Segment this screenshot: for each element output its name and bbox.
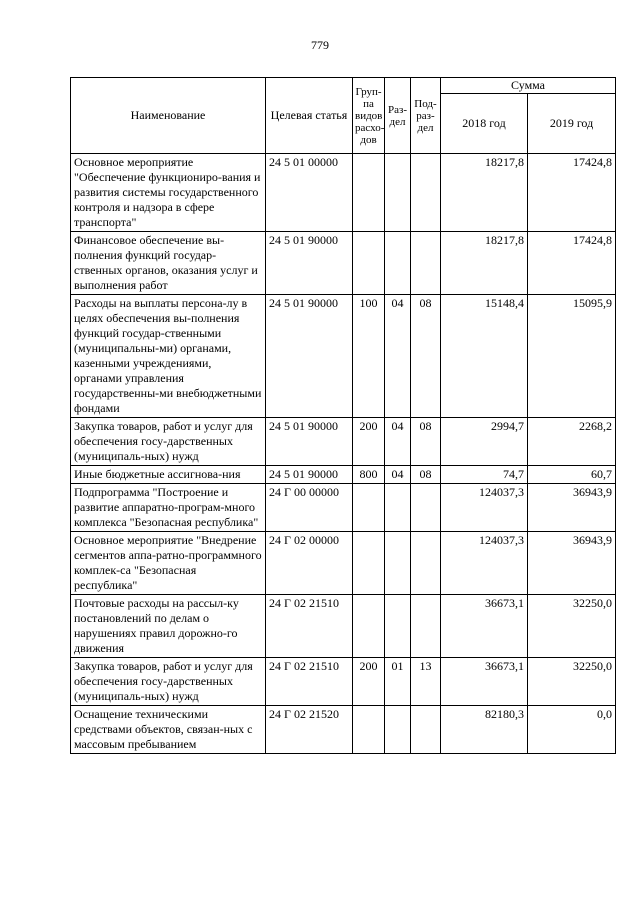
row-section: 04 xyxy=(385,295,411,418)
row-sum-2019: 32250,0 xyxy=(528,658,616,706)
row-name: Расходы на выплаты персона-лу в целях обеспечения вы-полнения функций государ-ственными (муниципальны-ми) органами, казенными учреждениями, органами управления государственны-ми внебюджетными фондами xyxy=(71,295,266,418)
row-sum-2018: 124037,3 xyxy=(441,484,528,532)
row-section: 04 xyxy=(385,466,411,484)
table-row xyxy=(71,706,616,754)
row-target-code: 24 Г 02 00000 xyxy=(266,532,353,595)
table-row xyxy=(71,595,616,658)
header-2019: 2019 год xyxy=(528,94,616,154)
row-group xyxy=(353,232,385,295)
row-group: 200 xyxy=(353,658,385,706)
table-row xyxy=(71,466,616,484)
table-row xyxy=(71,658,616,706)
page-number: 779 xyxy=(311,38,329,52)
row-sum-2019: 17424,8 xyxy=(528,154,616,232)
header-target: Целевая статья xyxy=(266,78,353,154)
row-section xyxy=(385,595,411,658)
row-target-code: 24 5 01 90000 xyxy=(266,418,353,466)
row-section: 01 xyxy=(385,658,411,706)
row-group xyxy=(353,706,385,754)
row-sum-2018: 2994,7 xyxy=(441,418,528,466)
header-sum: Сумма xyxy=(441,78,616,94)
row-section xyxy=(385,484,411,532)
row-group: 100 xyxy=(353,295,385,418)
table-row xyxy=(71,484,616,532)
row-group xyxy=(353,595,385,658)
row-sum-2018: 124037,3 xyxy=(441,532,528,595)
row-sum-2019: 17424,8 xyxy=(528,232,616,295)
row-group xyxy=(353,532,385,595)
row-group xyxy=(353,154,385,232)
row-sum-2018: 36673,1 xyxy=(441,595,528,658)
row-subsection xyxy=(411,232,441,295)
row-subsection: 08 xyxy=(411,466,441,484)
row-name: Закупка товаров, работ и услуг для обеспечения госу-дарственных (муниципаль-ных) нужд xyxy=(71,658,266,706)
row-target-code: 24 5 01 90000 xyxy=(266,232,353,295)
row-sum-2019: 32250,0 xyxy=(528,595,616,658)
header-name: Наименование xyxy=(71,78,266,154)
header-subsection: Под-раз-дел xyxy=(411,78,441,154)
row-section xyxy=(385,232,411,295)
row-target-code: 24 Г 02 21520 xyxy=(266,706,353,754)
row-sum-2018: 36673,1 xyxy=(441,658,528,706)
row-section xyxy=(385,154,411,232)
row-subsection xyxy=(411,484,441,532)
row-sum-2019: 36943,9 xyxy=(528,532,616,595)
row-target-code: 24 Г 02 21510 xyxy=(266,658,353,706)
row-name: Основное мероприятие "Внедрение сегментов аппа-ратно-программного комплек-са "Безопасная республика" xyxy=(71,532,266,595)
row-sum-2019: 15095,9 xyxy=(528,295,616,418)
row-target-code: 24 5 01 90000 xyxy=(266,295,353,418)
row-target-code: 24 Г 00 00000 xyxy=(266,484,353,532)
table-row xyxy=(71,154,616,232)
row-sum-2019: 36943,9 xyxy=(528,484,616,532)
header-2018: 2018 год xyxy=(441,94,528,154)
row-target-code: 24 5 01 00000 xyxy=(266,154,353,232)
row-sum-2019: 2268,2 xyxy=(528,418,616,466)
row-sum-2019: 60,7 xyxy=(528,466,616,484)
row-name: Оснащение техническими средствами объектов, связан-ных с массовым пребыванием xyxy=(71,706,266,754)
row-subsection xyxy=(411,706,441,754)
row-sum-2018: 15148,4 xyxy=(441,295,528,418)
row-sum-2018: 18217,8 xyxy=(441,232,528,295)
row-subsection: 13 xyxy=(411,658,441,706)
row-name: Финансовое обеспечение вы-полнения функций государ-ственных органов, оказания услуг и выполнения работ xyxy=(71,232,266,295)
row-section xyxy=(385,706,411,754)
table-row xyxy=(71,418,616,466)
header-section: Раз-дел xyxy=(385,78,411,154)
row-sum-2019: 0,0 xyxy=(528,706,616,754)
row-group xyxy=(353,484,385,532)
row-section: 04 xyxy=(385,418,411,466)
header-group: Груп-па видов расхо-дов xyxy=(353,78,385,154)
row-subsection xyxy=(411,595,441,658)
table-row xyxy=(71,532,616,595)
row-subsection: 08 xyxy=(411,418,441,466)
row-name: Подпрограмма "Построение и развитие аппаратно-програм-много комплекса "Безопасная республика" xyxy=(71,484,266,532)
row-group: 200 xyxy=(353,418,385,466)
budget-table xyxy=(70,77,616,754)
row-name: Основное мероприятие "Обеспечение функциониро-вания и развития системы государственного контроля и надзора в сфере транспорта" xyxy=(71,154,266,232)
row-sum-2018: 82180,3 xyxy=(441,706,528,754)
row-name: Закупка товаров, работ и услуг для обеспечения госу-дарственных (муниципаль-ных) нужд xyxy=(71,418,266,466)
row-sum-2018: 18217,8 xyxy=(441,154,528,232)
row-group: 800 xyxy=(353,466,385,484)
row-target-code: 24 Г 02 21510 xyxy=(266,595,353,658)
row-sum-2018: 74,7 xyxy=(441,466,528,484)
row-subsection: 08 xyxy=(411,295,441,418)
row-name: Иные бюджетные ассигнова-ния xyxy=(71,466,266,484)
row-subsection xyxy=(411,154,441,232)
row-subsection xyxy=(411,532,441,595)
row-name: Почтовые расходы на рассыл-ку постановлений по делам о нарушениях правил дорожно-го движения xyxy=(71,595,266,658)
row-section xyxy=(385,532,411,595)
table-row xyxy=(71,295,616,418)
table-row xyxy=(71,232,616,295)
row-target-code: 24 5 01 90000 xyxy=(266,466,353,484)
